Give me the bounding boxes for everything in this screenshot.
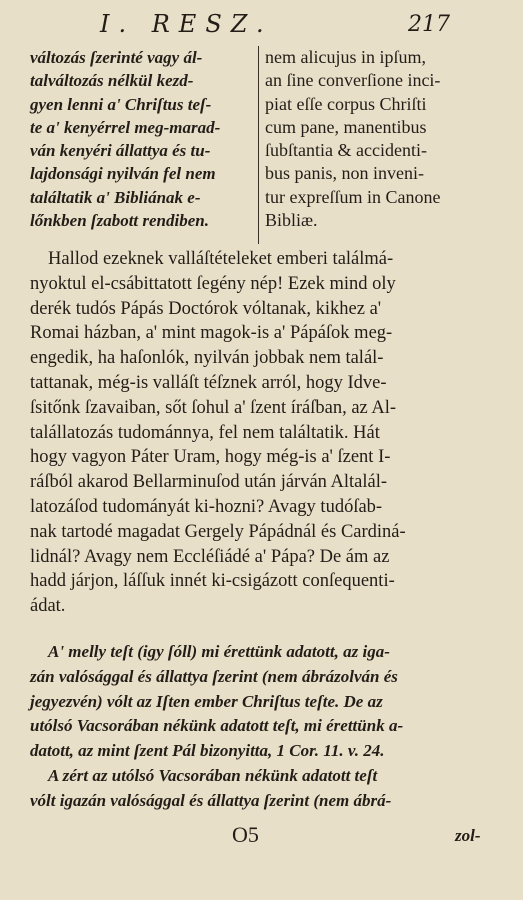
right-column-line: an ſine converſione inci- [265,70,441,91]
quote-line: vólt igazán valósággal és állattya ſzerint (nem ábrá- [30,790,392,810]
column-divider [258,46,259,244]
left-column-line: gyen lenni a' Chriſtus teſ- [30,94,212,114]
italic-quotation [30,640,490,814]
quote-line: jegyezvén) vólt az Iſten ember Chriſtus teſte. De az [30,691,383,711]
body-line: talállatozás tudománnya, fel nem találtatik. Hát [30,422,380,443]
right-column-line: cum pane, manentibus [265,116,427,137]
page-footer [0,822,523,852]
body-line: Hallod ezeknek valláſtételeket emberi találmá- [48,249,394,269]
catchword: zol- [455,826,481,845]
left-column-line: lőnkben ſzabott rendiben. [30,211,209,231]
left-column-line: változás ſzerinté vagy ál- [30,48,203,67]
body-line: nak tartodé magadat Gergely Pápádnál és Cardiná- [30,521,406,542]
body-line: tattanak, még-is valláſt téſznek arról, hogy Idve- [30,372,387,393]
quote-line: datott, az mint ſzent Pál bizonyitta, 1 Cor. 11. v. 24. [30,741,385,761]
quote-line: utólsó Vacsorában nékünk adatott teſt, mi érettünk a- [30,716,404,736]
body-line: derék tudós Pápás Doctórok vóltanak, kikhez a' [30,298,382,319]
body-line: latozáſod tudományát ki-hozni? Avagy tudóſab- [30,496,383,517]
quote-line: A' melly teſt (igy ſóll) mi érettünk adatott, az iga- [48,642,390,661]
right-column-line: ſubſtantia & accidenti- [265,140,427,161]
signature-mark: O5 [232,822,259,847]
right-column-latin [265,46,495,232]
right-column-line: Bibliæ. [265,210,318,231]
body-line: ſsitőnk ſzavaiban, sőt ſohul a' ſzent íráſban, az Al- [30,397,397,418]
right-column-line: piat eſſe corpus Chriſti [265,93,427,114]
body-line: engedik, ha haſonlók, nyilván jobbak nem talál- [30,348,384,369]
body-line: hogy vagyon Páter Uram, hogy még-is a' ſzent I- [30,447,391,468]
running-header [0,10,523,40]
left-column-line: ván kenyéri állattya és tu- [30,141,211,161]
left-column-hungarian [30,46,262,232]
body-line: Romai házban, a' mint magok-is a' Pápáſok meg- [30,323,393,344]
left-column-line: te a' kenyérrel meg-marad- [30,117,221,137]
body-line: nyoktul el-csábittatott ſegény nép! Ezek mind oly [30,273,396,294]
body-line: lidnál? Avagy nem Eccléſiádé a' Pápa? De ám az [30,546,390,567]
quote-line: zán valósággal és állattya ſzerint (nem ábrázolván és [30,666,398,686]
left-column-line: lajdonsági nyilván fel nem [30,164,216,184]
chapter-title: I. RESZ. [100,10,273,38]
right-column-line: tur expreſſum in Canone [265,186,441,207]
left-column-line: talváltozás nélkül kezd- [30,71,194,91]
page-number: 217 [408,12,450,37]
right-column-line: bus panis, non inveni- [265,163,424,184]
two-column-passage [0,46,523,246]
body-line: ádat. [30,596,66,617]
body-paragraph [30,247,490,619]
quote-line: A zért az utólsó Vacsorában nékünk adatott teſt [48,765,378,785]
right-column-line: nem alicujus in ipſum, [265,47,426,67]
body-line: hadd járjon, láſſuk innét ki-csigázott conſequenti- [30,571,395,592]
body-line: ráſból akarod Bellarminuſod után járván Altalál- [30,472,388,493]
left-column-line: találtatik a' Bibliának e- [30,187,201,207]
